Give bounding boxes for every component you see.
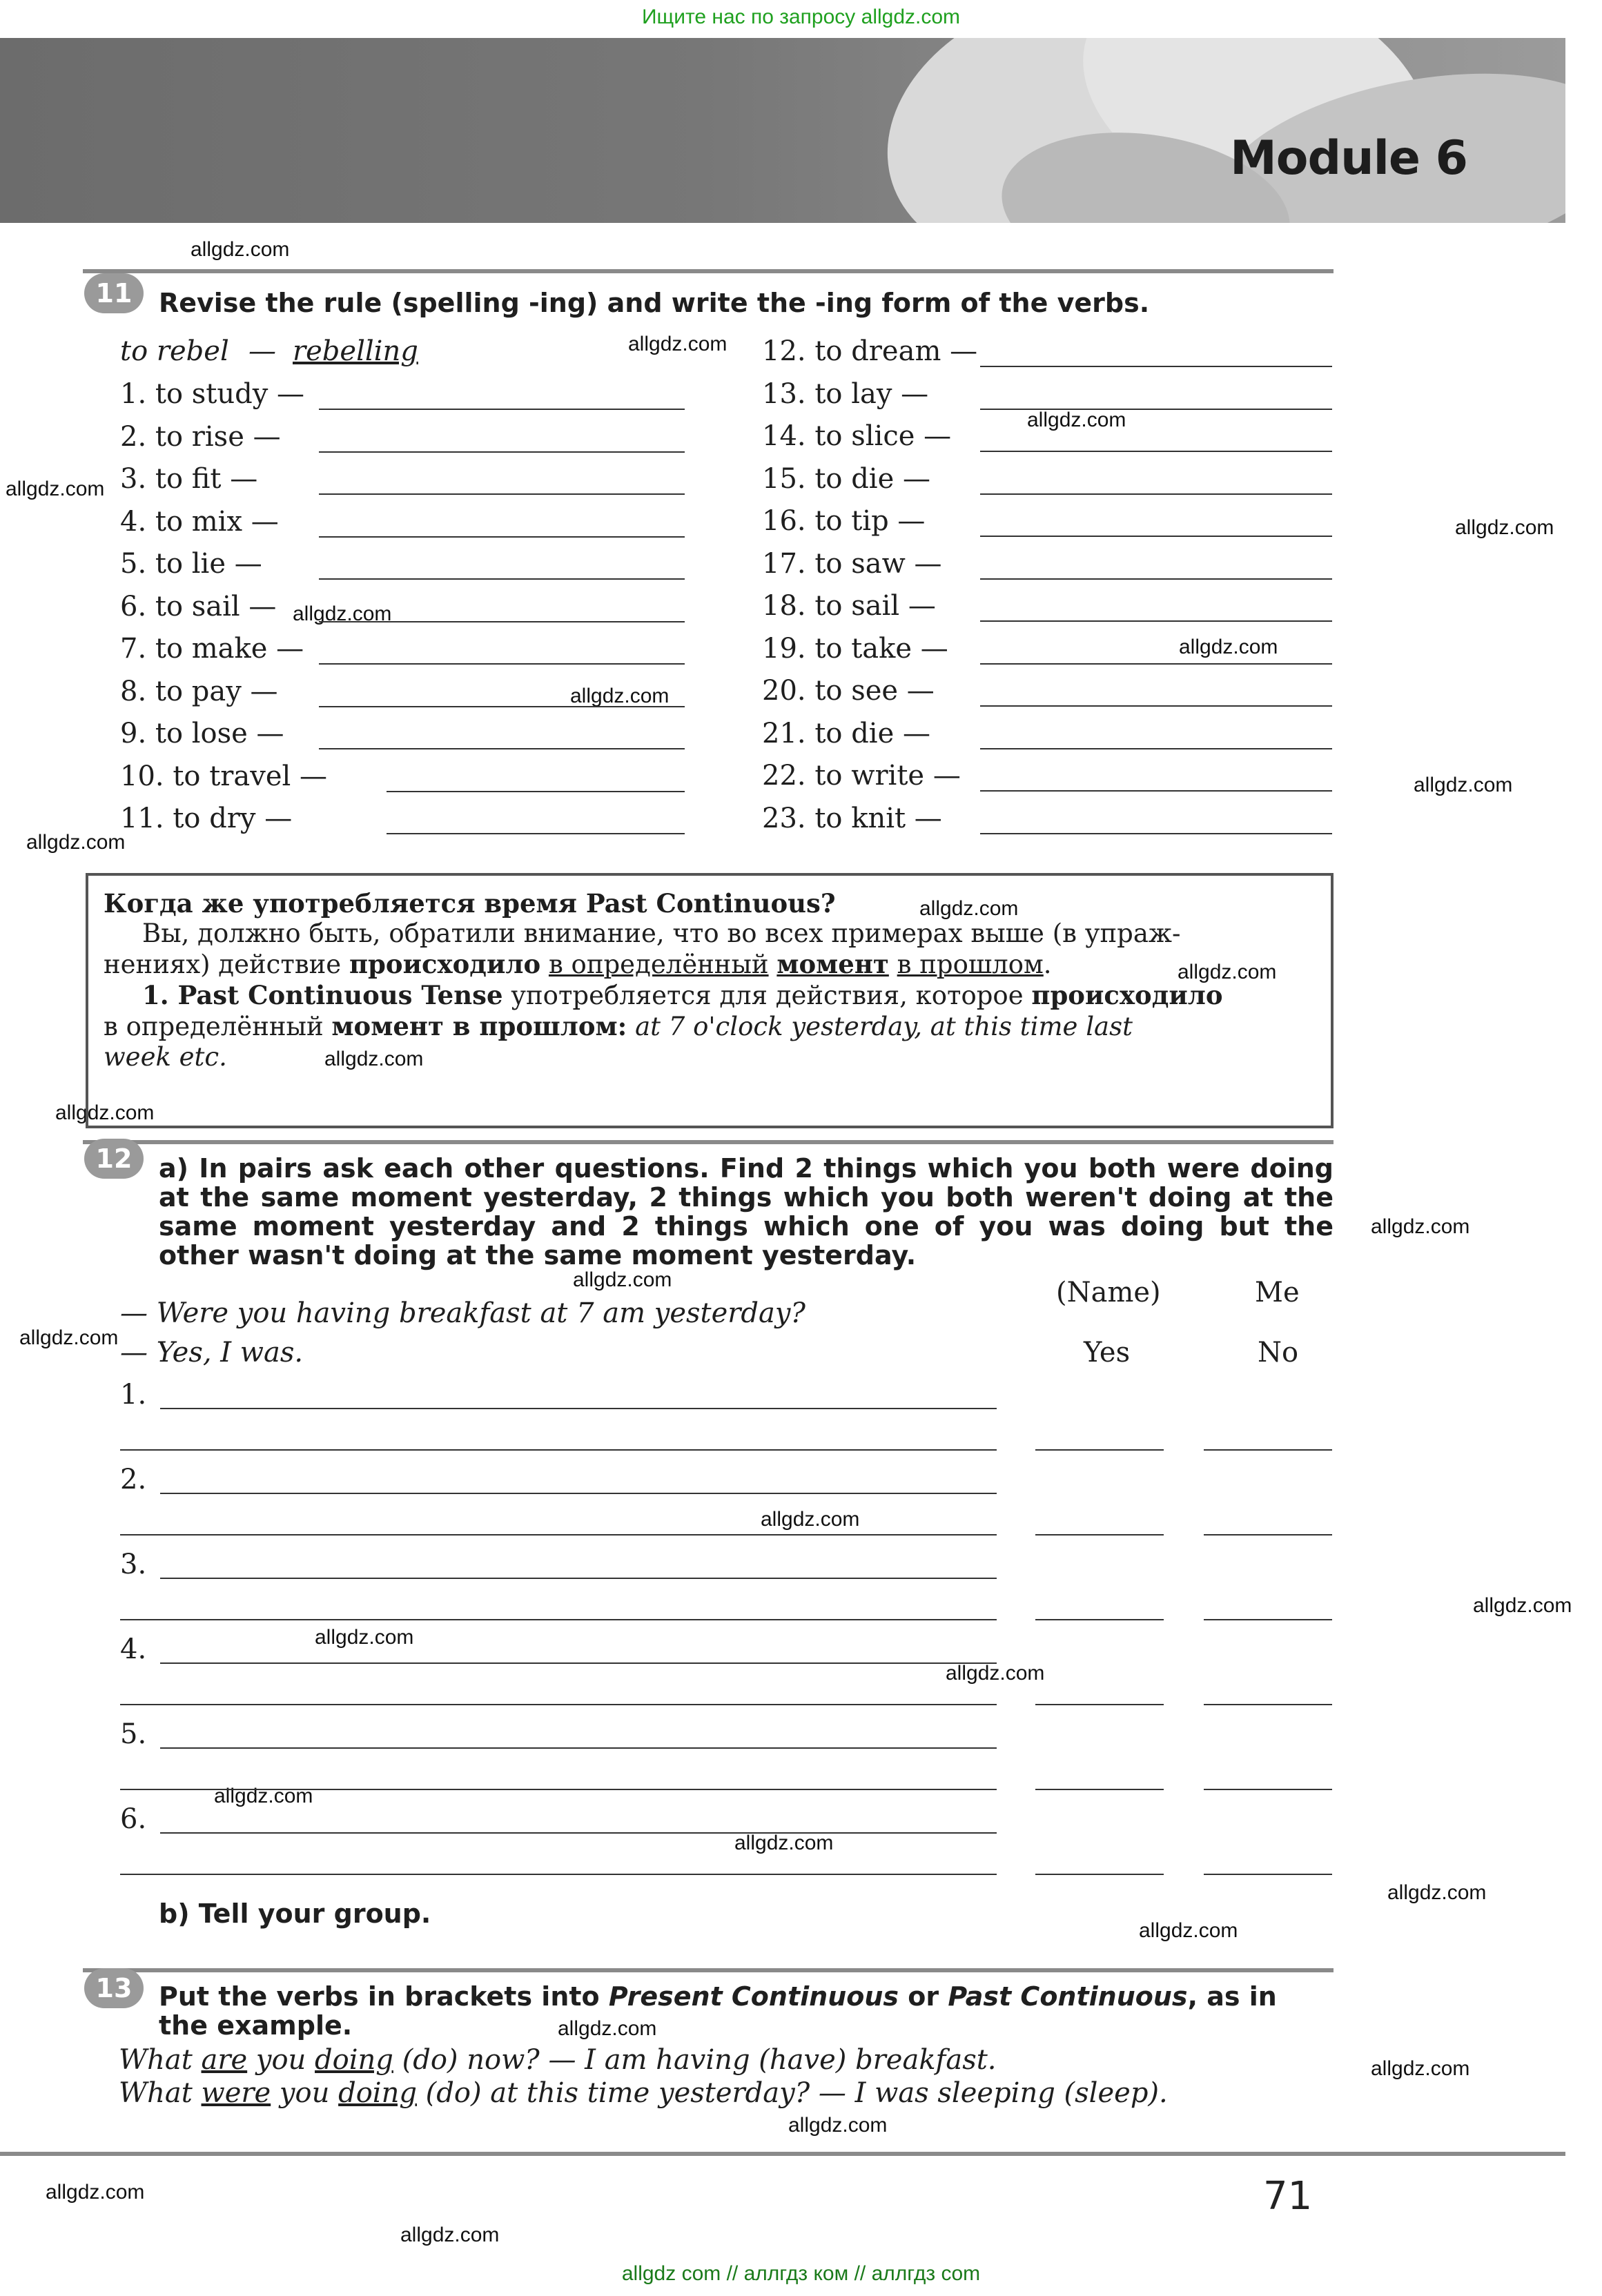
answer-line[interactable] xyxy=(980,577,1332,580)
example-me-answer: No xyxy=(1258,1337,1299,1368)
exercise-12b-instruction: b) Tell your group. xyxy=(159,1898,431,1929)
answer-line[interactable] xyxy=(980,492,1332,495)
answer-line[interactable] xyxy=(319,577,685,580)
name-answer-line[interactable] xyxy=(1035,1448,1164,1451)
answer-line[interactable] xyxy=(319,407,685,410)
exercise-number-11: 11 xyxy=(84,273,144,313)
watermark: allgdz.com xyxy=(570,685,670,707)
answer-line[interactable] xyxy=(387,789,685,792)
example-verb: to rebel xyxy=(120,335,229,367)
verb-prompt: 2. to rise — xyxy=(120,420,281,453)
me-answer-line[interactable] xyxy=(1204,1703,1332,1705)
answer-line[interactable] xyxy=(980,407,1332,410)
rule-line-6: week etc. xyxy=(104,1042,227,1072)
example-question: — Were you having breakfast at 7 am yesterday? xyxy=(120,1297,805,1329)
exercise-number-12: 12 xyxy=(84,1139,144,1179)
name-answer-line[interactable] xyxy=(1035,1533,1164,1535)
name-answer-line[interactable] xyxy=(1035,1618,1164,1620)
verb-prompt: 17. to saw — xyxy=(762,547,942,580)
watermark: allgdz.com xyxy=(26,831,126,854)
watermark: allgdz.com xyxy=(919,897,1019,920)
watermark: allgdz.com xyxy=(573,1268,672,1291)
answer-line[interactable] xyxy=(160,1406,997,1409)
section-divider xyxy=(83,269,1334,273)
verb-prompt: 18. to sail — xyxy=(762,590,936,622)
module-title: Module 6 xyxy=(1230,131,1467,186)
rule-line-3: нениях) действие происходило в определённый момент в прошлом. xyxy=(104,949,1052,979)
exercise-number-13: 13 xyxy=(84,1968,144,2008)
exercise-13-instruction-line1: Put the verbs in brackets into Present Continuous or Past Continuous, as in xyxy=(159,1981,1277,2012)
exercise-13-instruction-line2: the example. xyxy=(159,2010,353,2041)
name-answer-line[interactable] xyxy=(1035,1787,1164,1790)
verb-prompt: 1. to study — xyxy=(120,378,305,410)
watermark: allgdz.com xyxy=(1178,961,1277,983)
verb-prompt: 9. to lose — xyxy=(120,718,284,749)
me-answer-line[interactable] xyxy=(1204,1618,1332,1620)
answer-line[interactable] xyxy=(160,1491,997,1494)
verb-prompt: 7. to make — xyxy=(120,633,304,665)
section-divider xyxy=(83,1140,1334,1144)
me-answer-line[interactable] xyxy=(1204,1872,1332,1875)
section-divider xyxy=(83,1968,1334,1972)
exercise-12-instruction: a) In pairs ask each other questions. Find 2 things which you both were doing at the same moment yesterday, 2 things which you both weren't doing at the same moment yesterday and 2 things which one of you was doing but the other wasn't doing at the same moment yesterday. xyxy=(159,1153,1334,1270)
module-header-banner xyxy=(0,38,1565,223)
watermark: allgdz.com xyxy=(400,2224,500,2246)
verb-prompt: 16. to tip — xyxy=(762,505,926,537)
watermark: allgdz.com xyxy=(734,1832,834,1854)
answer-item-number: 5. xyxy=(120,1718,147,1750)
answer-line[interactable] xyxy=(387,832,685,834)
watermark: allgdz.com xyxy=(1179,636,1278,658)
rule-box xyxy=(86,873,1334,1128)
answer-line[interactable] xyxy=(160,1746,997,1749)
answer-line[interactable] xyxy=(980,619,1332,622)
watermark: allgdz.com xyxy=(55,1101,155,1124)
answer-item-number: 4. xyxy=(120,1633,147,1665)
watermark: allgdz.com xyxy=(293,602,392,625)
answer-line[interactable] xyxy=(980,662,1332,665)
answer-line[interactable] xyxy=(980,534,1332,537)
verb-prompt: 3. to fit — xyxy=(120,463,258,495)
exercise-11-instruction: Revise the rule (spelling -ing) and write the -ing form of the verbs. xyxy=(159,288,1150,318)
answer-line[interactable] xyxy=(160,1831,997,1834)
answer-item-number: 1. xyxy=(120,1379,147,1411)
verb-prompt: 15. to die — xyxy=(762,462,930,495)
watermark: allgdz.com xyxy=(788,2114,888,2137)
verb-prompt: 10. to travel — xyxy=(120,760,328,792)
watermark: allgdz.com xyxy=(191,238,290,261)
column-header-name: (Name) xyxy=(1056,1277,1161,1308)
watermark: allgdz.com xyxy=(1414,774,1513,796)
watermark: allgdz.com xyxy=(1139,1919,1238,1942)
rule-line-2: Вы, должно быть, обратили внимание, что во всех примерах выше (в упраж- xyxy=(142,919,1181,948)
answer-item-number: 6. xyxy=(120,1803,147,1835)
example-dash: — xyxy=(248,335,276,367)
answer-item-number: 2. xyxy=(120,1464,147,1495)
watermark: allgdz.com xyxy=(1455,516,1554,539)
watermark: allgdz.com xyxy=(946,1662,1045,1685)
rule-line-5: в определённый момент в прошлом: at 7 o'clock yesterday, at this time last xyxy=(104,1011,1133,1041)
answer-item-number: 3. xyxy=(120,1549,147,1580)
answer-line[interactable] xyxy=(319,620,685,622)
answer-line[interactable] xyxy=(120,1872,997,1875)
answer-line[interactable] xyxy=(980,789,1332,792)
verb-prompt: 4. to mix — xyxy=(120,505,279,538)
watermark: allgdz.com xyxy=(1027,409,1126,431)
me-answer-line[interactable] xyxy=(1204,1787,1332,1790)
answer-line[interactable] xyxy=(319,492,685,495)
answer-line[interactable] xyxy=(120,1618,997,1620)
verb-prompt: 12. to dream — xyxy=(762,335,978,367)
example-line-1: What are you doing (do) now? — I am having (have) breakfast. xyxy=(119,2044,997,2076)
watermark: allgdz.com xyxy=(1371,2057,1470,2080)
top-link[interactable]: Ищите нас по запросу allgdz.com xyxy=(641,6,961,28)
verb-prompt: 6. to sail — xyxy=(120,590,277,622)
rule-line-4: 1. Past Continuous Tense употребляется для действия, которое происходило xyxy=(142,980,1223,1010)
verb-prompt: 13. to lay — xyxy=(762,377,929,410)
verb-prompt: 14. to slice — xyxy=(762,420,952,452)
footer-links[interactable]: allgdz com // аллгдз ком // аллгдз com xyxy=(621,2262,981,2285)
answer-line[interactable] xyxy=(980,832,1332,834)
answer-line[interactable] xyxy=(120,1703,997,1705)
answer-line[interactable] xyxy=(980,449,1332,452)
answer-line[interactable] xyxy=(319,450,685,453)
rule-question: Когда же употребляется время Past Continuous? xyxy=(104,888,836,919)
watermark: allgdz.com xyxy=(558,2017,657,2040)
answer-line[interactable] xyxy=(980,704,1332,707)
verb-prompt: 11. to dry — xyxy=(120,803,293,834)
watermark: allgdz.com xyxy=(1473,1594,1572,1617)
verb-prompt: 22. to write — xyxy=(762,760,961,792)
watermark: allgdz.com xyxy=(46,2181,145,2204)
watermark: allgdz.com xyxy=(1387,1881,1487,1904)
example-answer: — Yes, I was. xyxy=(120,1337,304,1368)
answer-line[interactable] xyxy=(160,1661,997,1664)
example-answer: rebelling xyxy=(293,335,418,367)
verb-prompt: 23. to knit — xyxy=(762,802,942,834)
answer-line[interactable] xyxy=(980,747,1332,749)
verb-prompt: 8. to pay — xyxy=(120,675,278,707)
name-answer-line[interactable] xyxy=(1035,1872,1164,1875)
me-answer-line[interactable] xyxy=(1204,1533,1332,1535)
answer-line[interactable] xyxy=(160,1576,997,1579)
watermark: allgdz.com xyxy=(19,1326,119,1349)
answer-line[interactable] xyxy=(120,1787,997,1790)
bottom-divider xyxy=(0,2152,1565,2156)
answer-line[interactable] xyxy=(319,662,685,665)
watermark: allgdz.com xyxy=(761,1508,860,1531)
answer-line[interactable] xyxy=(980,364,1332,367)
watermark: allgdz.com xyxy=(628,333,727,355)
page-number: 71 xyxy=(1263,2174,1313,2219)
example-line-2: What were you doing (do) at this time yesterday? — I was sleeping (sleep). xyxy=(119,2077,1168,2109)
verb-prompt: 19. to take — xyxy=(762,632,948,665)
answer-line[interactable] xyxy=(120,1533,997,1535)
watermark: allgdz.com xyxy=(315,1626,414,1649)
verb-prompt: 5. to lie — xyxy=(120,548,262,580)
name-answer-line[interactable] xyxy=(1035,1703,1164,1705)
watermark: allgdz.com xyxy=(1371,1215,1470,1238)
watermark: allgdz.com xyxy=(214,1785,313,1807)
answer-line[interactable] xyxy=(319,535,685,538)
column-header-me: Me xyxy=(1255,1277,1300,1308)
answer-line[interactable] xyxy=(319,747,685,749)
verb-prompt: 21. to die — xyxy=(762,717,930,749)
verb-prompt: 20. to see — xyxy=(762,675,935,707)
answer-line[interactable] xyxy=(319,705,685,707)
watermark: allgdz.com xyxy=(6,478,105,500)
me-answer-line[interactable] xyxy=(1204,1448,1332,1451)
watermark: allgdz.com xyxy=(324,1048,424,1070)
answer-line[interactable] xyxy=(120,1448,997,1451)
example-name-answer: Yes xyxy=(1084,1337,1131,1368)
